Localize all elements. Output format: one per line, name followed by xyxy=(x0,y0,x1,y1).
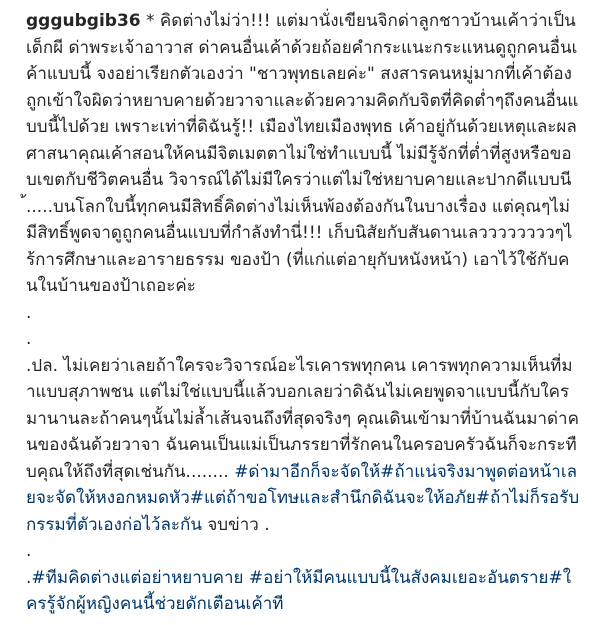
caption-text: จบข่าว . xyxy=(201,514,270,535)
hashtag-links[interactable]: #ด่ามาอีกก็จะจัดให้#ถ้าแน่จริงมาพูดต่อหน้าเลยจะจัดให้หงอกหมดหัว#แต่ถ้าขอโทษและสำนึกดิฉันจะให้อภัย#ถ้าไม่ก็รอรับกรรมที่ตัวเองก่อไว้ละกัน xyxy=(26,461,580,535)
separator-dot: . xyxy=(26,541,32,561)
separator-dot: . xyxy=(26,329,32,349)
separator-dot: . xyxy=(26,302,32,323)
hashtag-links[interactable]: #ทีมคิดต่างแต่อย่าหยาบคาย #อย่าให้มีคนแบบนี้ในสังคมเยอะอันตราย#ใครรู้จักผู้หญิงคนนี้ช่วยดักเตือนเค้าที xyxy=(26,567,572,614)
username-link[interactable]: gggubgib36 xyxy=(26,11,141,31)
caption-text: . xyxy=(26,567,32,588)
caption-paragraph-2 xyxy=(26,353,580,539)
caption-text: .ปล. ไม่เคยว่าเลยถ้าใครจะวิจารณ์อะไรเคารพทุกคน เคารพทุกความเห็นที่มาแบบสุภาพชน แต่ไม่ใช่แบบนี้แล้วบอกเลยว่าดิฉันไม่เคยพูดจาแบบนี้กับใครมานานละถ้าคนๆนั้นไม่ล้ำเส้นจนถึงที่สุดจริงๆ คุณเดินเข้ามาที่บ้านฉันมาด่าคนของฉันด้วยวาจา ฉันคนเป็นแม่เป็นภรรยาที่รักคนในครอบครัวฉันก็จะกระทืบคุณให้ถึงที่สุดเช่นกัน........ xyxy=(26,355,579,482)
caption-text: * คิดต่างไม่ว่า!!! แต่มานั่งเขียนจิกด่าลูกชาวบ้านเค้าว่าเป็นเด็กผี ด่าพระเจ้าอาวาส ด่าคนอื่นเค้าด้วยถ้อยคำกระแนะกระแหนดูถูกคนอื่นเค้าแบบนี้ จงอย่าเรียกตัวเองว่า "ชาวพุทธเลยค่ะ" สงสารคนหมู่มากที่เค้าต้องถูกเข้าใจผิดว่าหยาบคายด้วยวาจาและด้วยความคิดกับจิตที่คิดต่ำๆถึงคนอื่นแบบนี้ไปด้วย เพราะเท่าที่ดิฉันรู้!! เมืองไทยเมืองพุทธ เค้าอยู่กันด้วยเหตุและผล ศาสนาคุณเค้าสอนให้คนมีจิตเมตตาไม่ใช่ทำแบบนี้ ไม่มีรู้จักที่ต่ำที่สูงหรือขอบเขตกับชีวิตคนอื่น วิจารณ์ได้ไม่มีใครว่าแต่ไม่ใช่หยาบคายและปากดีแบบนี้.....บนโลกใบนี้ทุกคนมีสิทธิ์คิดต่างไม่เห็นพ้องต้องกันในบางเรื่อง แต่คุณๆไม่มีสิทธิ์พูดจาดูถูกคนอื่นแบบที่กำลังทำนี่!!! เก็บนิสัยกับสันดานเลววววววววๆไร้การศึกษาและอารายธรรม ของป้า (ที่แก่แต่อายุกับหนังหน้า) เอาไว้ใช้กับคนในบ้านของป้าเถอะค่ะ xyxy=(26,11,579,296)
caption-paragraph-3 xyxy=(26,565,580,618)
caption-paragraph-1 xyxy=(26,8,580,300)
